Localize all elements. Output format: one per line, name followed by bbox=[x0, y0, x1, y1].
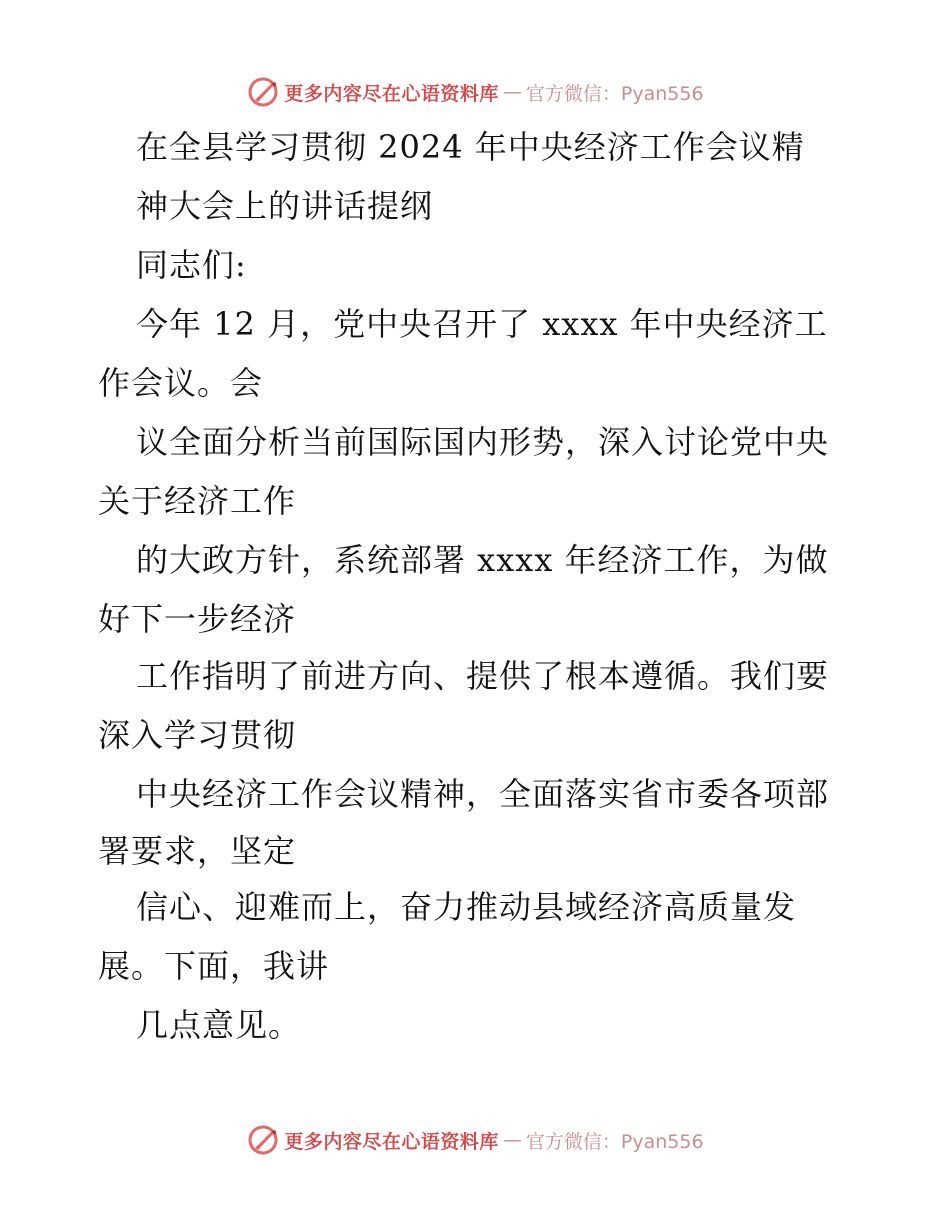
quill-logo-icon bbox=[246, 75, 280, 109]
body-line: 作会议。会 bbox=[98, 364, 264, 402]
greeting: 同志们: bbox=[136, 246, 247, 284]
body-line: 今年 12 月，党中央召开了 xxxx 年中央经济工 bbox=[136, 305, 828, 343]
title-line-1: 在全县学习贯彻 2024 年中央经济工作会议精 bbox=[136, 128, 805, 166]
body-line: 几点意见。 bbox=[136, 1006, 302, 1044]
quill-logo-icon bbox=[246, 1123, 280, 1157]
body-line: 中央经济工作会议精神，全面落实省市委各项部 bbox=[136, 775, 830, 813]
body-line: 的大政方针，系统部署 xxxx 年经济工作，为做 bbox=[136, 541, 829, 579]
body-line: 好下一步经济 bbox=[98, 600, 297, 638]
body-line: 署要求，坚定 bbox=[98, 832, 297, 870]
body-line: 关于经济工作 bbox=[98, 482, 297, 520]
watermark-contact: 官方微信：Pyan556 bbox=[525, 1130, 704, 1153]
header-watermark bbox=[0, 72, 950, 112]
body-line: 信心、迎难而上，奋力推动县域经济高质量发 bbox=[136, 888, 797, 926]
body-line: 议全面分析当前国际国内形势，深入讨论党中央 bbox=[136, 423, 830, 461]
body-line: 深入学习贯彻 bbox=[98, 716, 297, 754]
watermark-contact: 官方微信：Pyan556 bbox=[525, 82, 704, 105]
body-line: 展。下面，我讲 bbox=[98, 947, 330, 985]
watermark-brand: 更多内容尽在心语资料库 bbox=[284, 1130, 499, 1153]
watermark-brand: 更多内容尽在心语资料库 bbox=[284, 82, 499, 105]
watermark-separator: — bbox=[502, 81, 522, 103]
footer-watermark bbox=[0, 1120, 950, 1160]
body-line: 工作指明了前进方向、提供了根本遵循。我们要 bbox=[136, 657, 830, 695]
watermark-separator: — bbox=[502, 1129, 522, 1151]
title-line-2: 神大会上的讲话提纲 bbox=[136, 187, 434, 225]
